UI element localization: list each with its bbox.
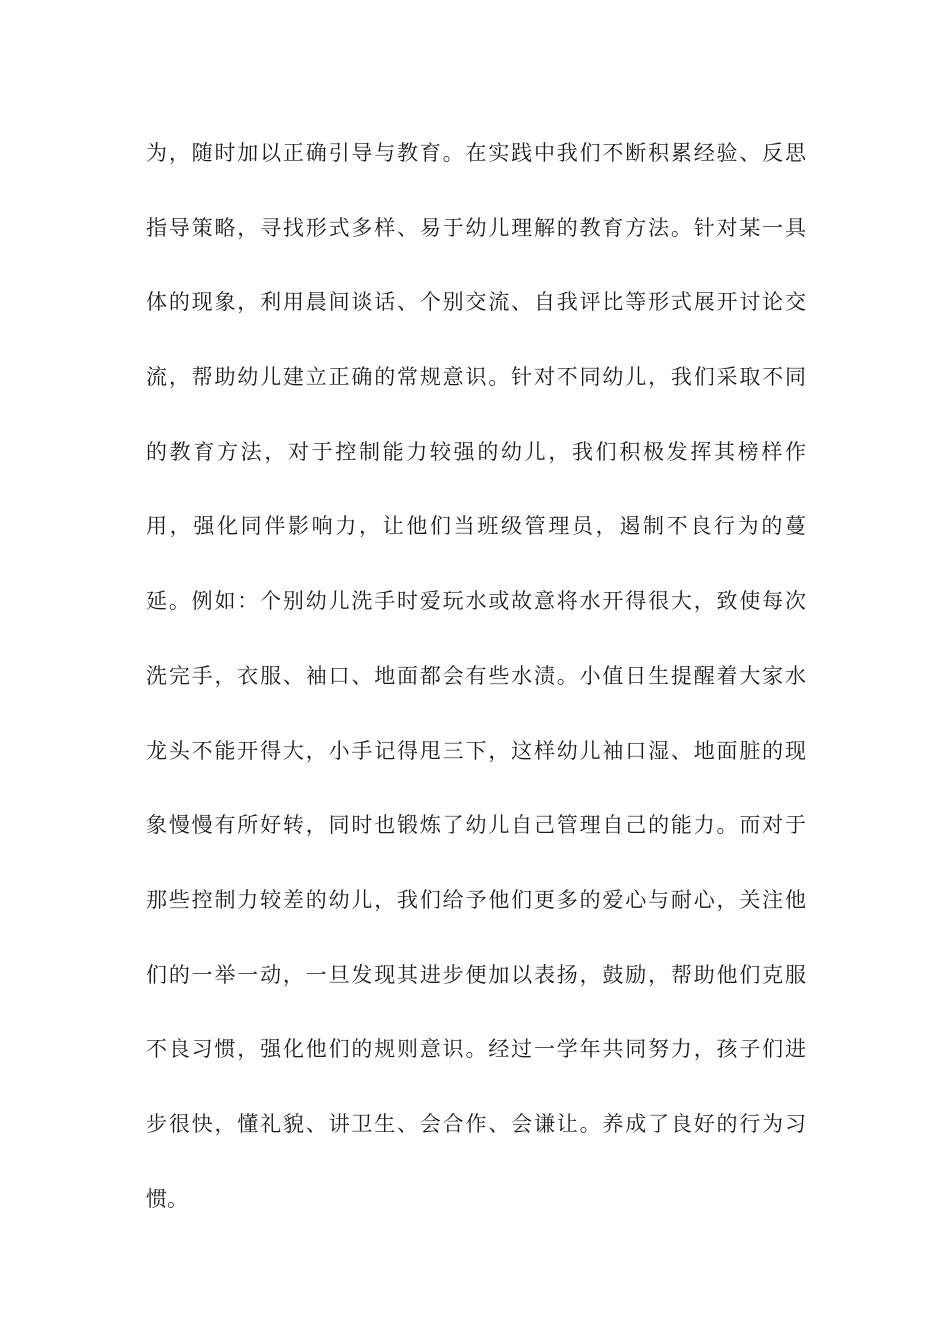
text-line: 们的一举一动，一旦发现其进步便加以表扬，鼓励，帮助他们克服 xyxy=(146,962,806,987)
text-line: 指导策略，寻找形式多样、易于幼儿理解的教育方法。针对某一具 xyxy=(146,215,806,240)
text-line: 象慢慢有所好转，同时也锻炼了幼儿自己管理自己的能力。而对于 xyxy=(146,813,806,838)
text-line: 龙头不能开得大，小手记得甩三下，这样幼儿袖口湿、地面脏的现 xyxy=(146,738,806,763)
text-line: 步很快，懂礼貌、讲卫生、会合作、会谦让。养成了良好的行为习 xyxy=(146,1111,806,1136)
text-line: 不良习惯，强化他们的规则意识。经过一学年共同努力，孩子们进 xyxy=(146,1037,806,1062)
text-line: 延。例如：个别幼儿洗手时爱玩水或故意将水开得很大，致使每次 xyxy=(146,589,806,614)
text-line: 为，随时加以正确引导与教育。在实践中我们不断积累经验、反思 xyxy=(146,141,806,165)
text-line: 惯。 xyxy=(146,1186,188,1211)
text-line: 的教育方法，对于控制能力较强的幼儿，我们积极发挥其榜样作 xyxy=(146,439,806,464)
text-line: 那些控制力较差的幼儿，我们给予他们更多的爱心与耐心，关注他 xyxy=(146,887,806,912)
text-line: 用，强化同伴影响力，让他们当班级管理员，遏制不良行为的蔓 xyxy=(146,514,806,539)
text-line: 洗完手，衣服、袖口、地面都会有些水渍。小值日生提醒着大家水 xyxy=(146,663,806,688)
text-line: 体的现象，利用晨间谈话、个别交流、自我评比等形式展开讨论交 xyxy=(146,290,806,315)
body-paragraph xyxy=(146,134,806,1254)
text-line: 流，帮助幼儿建立正确的常规意识。针对不同幼儿，我们采取不同 xyxy=(146,365,806,390)
